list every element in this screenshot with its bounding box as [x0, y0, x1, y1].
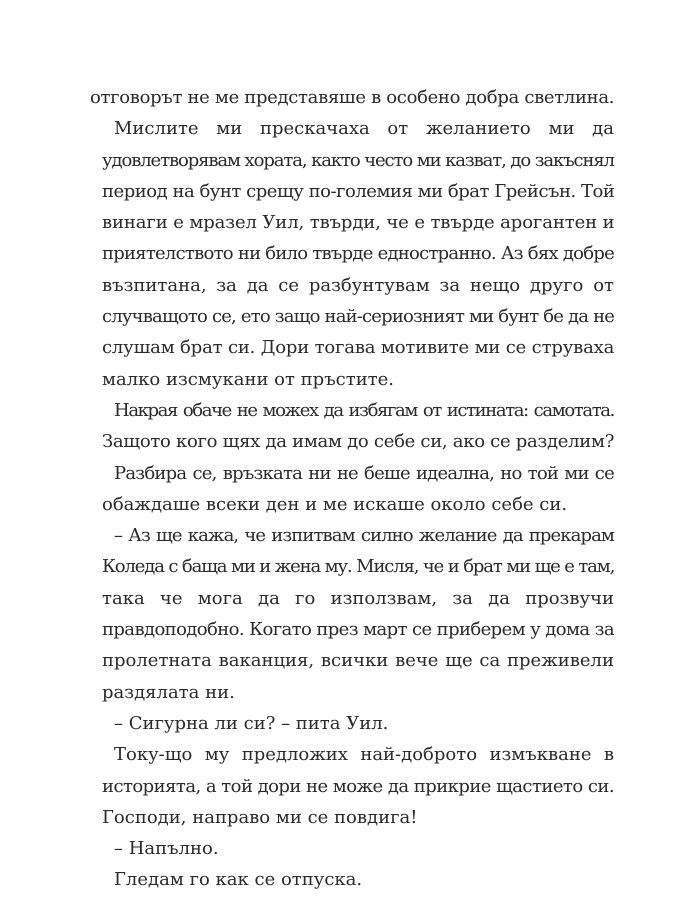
- paragraph: [90, 833, 614, 864]
- text-line: отговорът не ме представяше в особено добра светлина.: [90, 87, 615, 108]
- paragraph: [90, 82, 614, 113]
- text-line: така че мога да го използвам, за да прозвучи: [102, 587, 614, 609]
- text-line: Разбира се, връзката ни не беше идеална, но той ми се: [114, 462, 614, 484]
- text-line: приятелството ни било твърде едностранно. Аз бях добре: [102, 243, 614, 265]
- paragraph: [90, 708, 614, 739]
- paragraph: [90, 395, 614, 458]
- text-line: възпитана, за да се разбунтувам за нещо друго от: [102, 274, 614, 296]
- text-line: раздялата ни.: [102, 681, 235, 703]
- text-line: случващото се, ето защо най-сериозният ми бунт бе да не: [102, 306, 615, 328]
- text-line: Господи, направо ми се повдига!: [102, 806, 418, 828]
- text-line: слушам брат си. Дори тогава мотивите ми се струваха: [102, 337, 615, 359]
- text-line: Мислите ми прескачаха от желанието ми да: [114, 118, 614, 140]
- text-line: – Напълно.: [114, 838, 219, 860]
- paragraph: [90, 739, 614, 833]
- text-line: винаги е мразел Уил, твърди, че е твърде арогантен и: [102, 212, 615, 234]
- text-line: – Сигурна ли си? – пита Уил.: [114, 712, 389, 734]
- text-line: пролетната ваканция, всички вече ще са преживели: [102, 650, 614, 672]
- text-line: Защото кого щях да имам до себе си, ако се разделим?: [102, 431, 615, 453]
- text-line: Накрая обаче не можех да избягам от истината: самотата.: [114, 399, 614, 421]
- text-line: Гледам го как се отпуска.: [114, 869, 363, 891]
- text-line: Току-що му предложих най-доброто измъкване в: [114, 744, 614, 766]
- paragraph: [90, 458, 614, 521]
- paragraph: [90, 520, 614, 708]
- text-line: Коледа с баща ми и жена му. Мисля, че и брат ми ще е там,: [102, 556, 615, 578]
- paragraph: [90, 113, 614, 395]
- text-line: период на бунт срещу по-големия ми брат Грейсън. Той: [102, 180, 615, 202]
- text-line: обаждаше всеки ден и ме искаше около себе си.: [102, 493, 568, 515]
- text-line: историята, а той дори не може да прикрие щастието си.: [102, 775, 614, 797]
- paragraph: [90, 864, 614, 895]
- text-line: малко изсмукани от пръстите.: [102, 368, 395, 390]
- text-line: – Аз ще кажа, че изпитвам силно желание да прекарам: [114, 525, 614, 547]
- text-line: правдоподобно. Когато през март се приберем у дома за: [102, 619, 614, 641]
- page-body-text: [90, 82, 614, 896]
- text-line: удовлетворявам хората, както често ми казват, до закъснял: [102, 149, 614, 171]
